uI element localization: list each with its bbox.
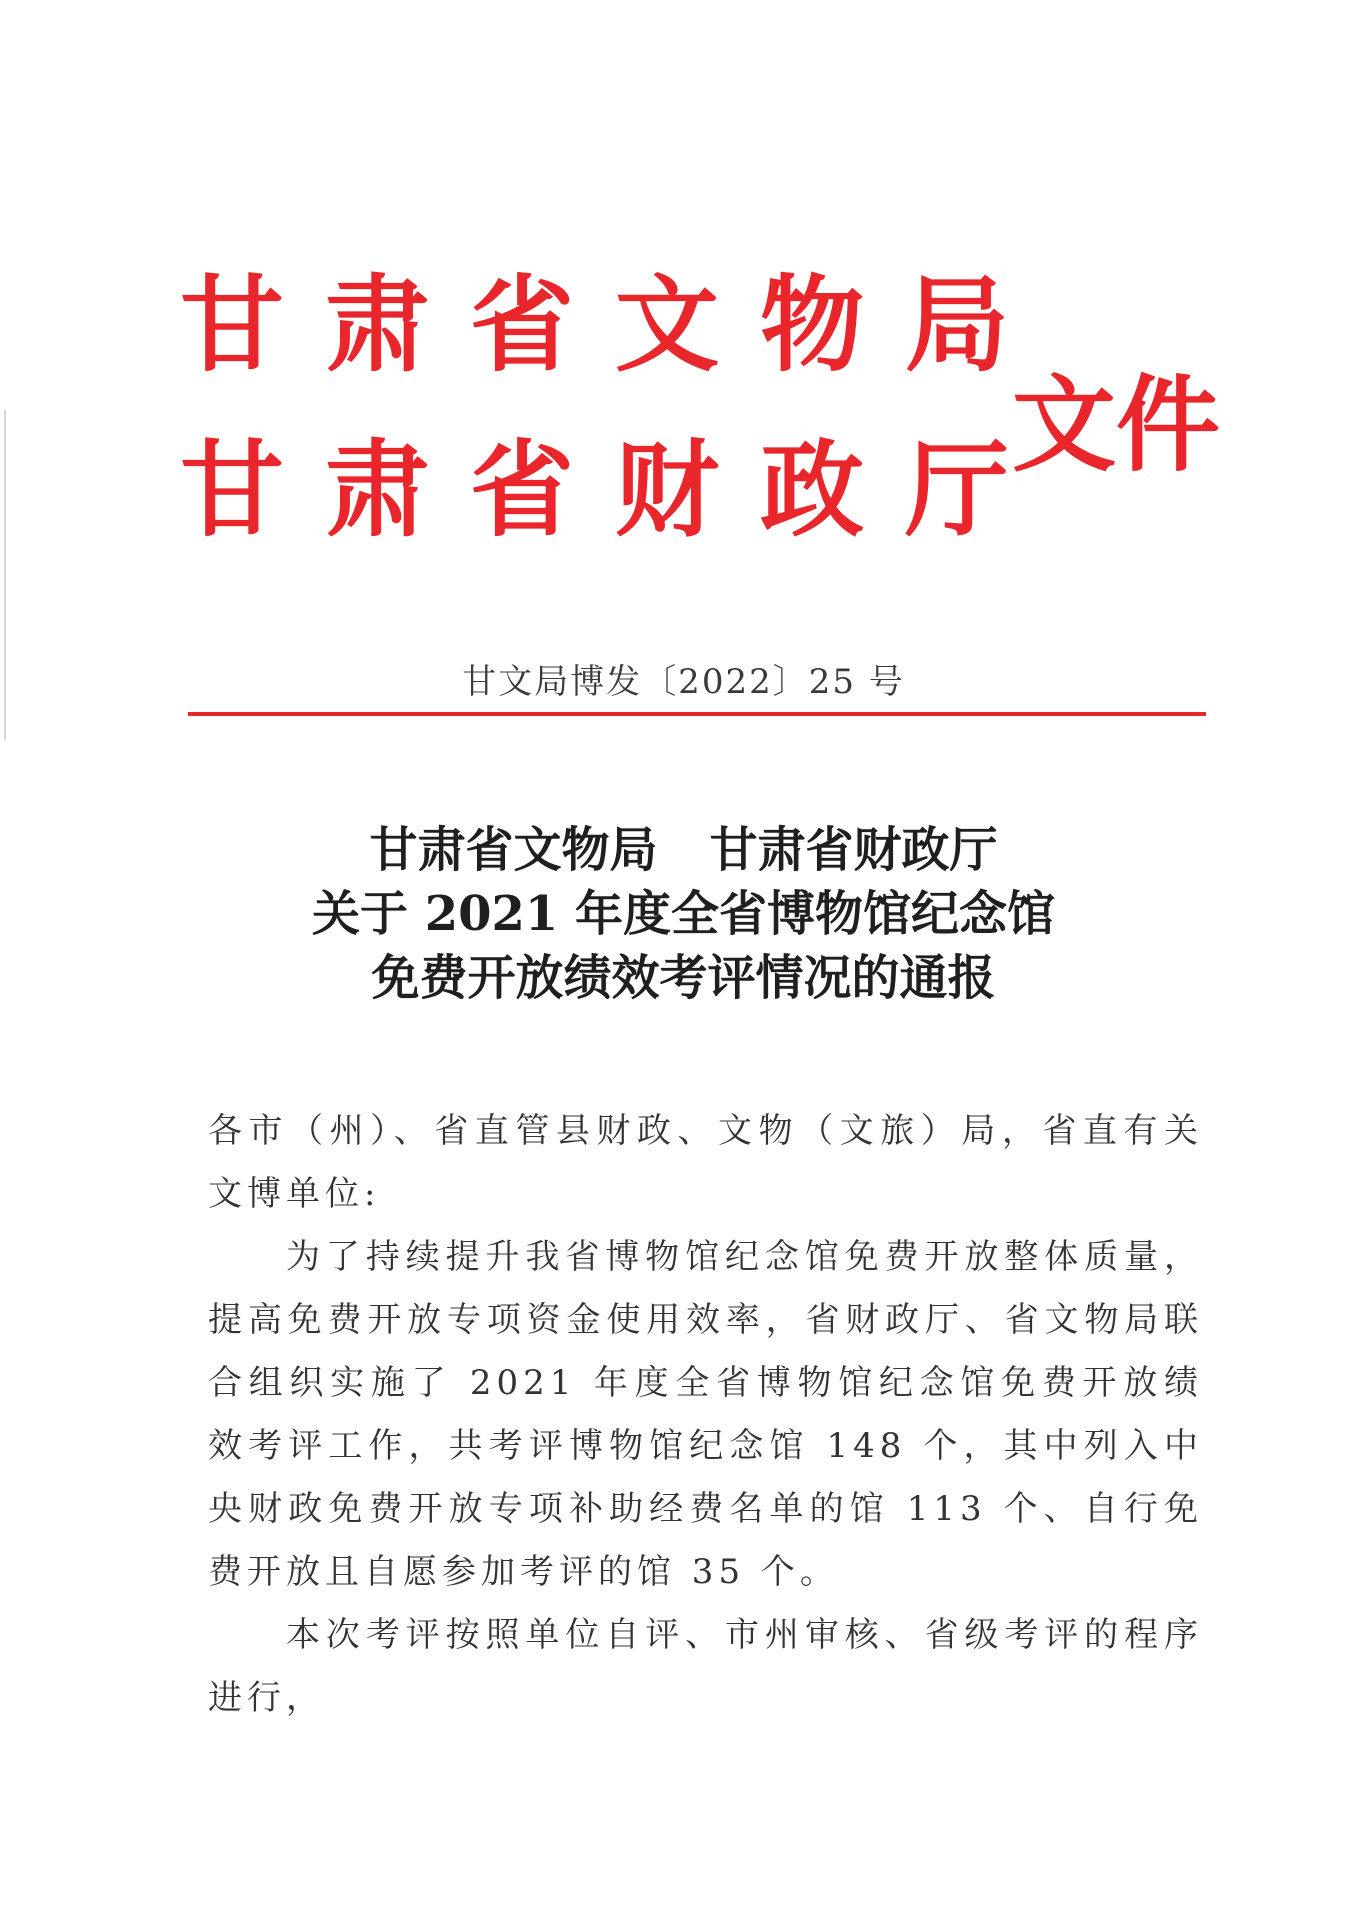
masthead-org-2 — [180, 428, 1010, 551]
document-number: 甘文局博发〔2022〕25 号 — [462, 662, 905, 702]
masthead-char: 肃 — [325, 428, 430, 551]
masthead-org-1 — [180, 263, 1010, 386]
title-line-1 — [0, 818, 1367, 882]
masthead-char: 省 — [470, 263, 575, 386]
masthead-char: 甘 — [180, 263, 285, 386]
masthead-char: 财 — [615, 428, 720, 551]
title-line-3: 免费开放绩效考评情况的通报 — [371, 950, 996, 1006]
masthead-char: 省 — [470, 428, 575, 551]
document-body — [208, 1100, 1203, 1730]
masthead-char: 肃 — [325, 263, 430, 386]
masthead-char: 厅 — [905, 428, 1010, 551]
red-masthead — [180, 265, 1230, 565]
document-title — [0, 818, 1367, 1010]
masthead-char: 局 — [905, 263, 1010, 386]
title-issuer-1: 甘肃省文物局 — [369, 822, 658, 878]
masthead-char: 文 — [615, 263, 720, 386]
title-issuer-2: 甘肃省财政厅 — [709, 822, 998, 878]
masthead-doc-type: 文件 — [1012, 363, 1221, 486]
body-paragraph: 本次考评按照单位自评、市州审核、省级考评的程序进行， — [208, 1615, 1203, 1718]
title-line-2: 关于 2021 年度全省博物馆纪念馆 — [311, 886, 1056, 942]
red-separator-line — [188, 712, 1206, 716]
masthead-char: 甘 — [180, 428, 285, 551]
masthead-char: 物 — [760, 263, 865, 386]
masthead-char: 政 — [760, 428, 865, 551]
body-paragraph: 为了持续提升我省博物馆纪念馆免费开放整体质量，提高免费开放专项资金使用效率，省财政厅、省文物局联合组织实施了 2021 年度全省博物馆纪念馆免费开放绩效考评工作，共考评博物馆纪念馆 148 个，其中列入中央财政免费开放专项补助经费名单的馆 113 个、自行免费开放且自愿参加考评的馆 35 个。 — [208, 1237, 1203, 1592]
salutation: 各市（州）、省直管县财政、文物（文旅）局，省直有关文博单位: — [208, 1111, 1203, 1214]
